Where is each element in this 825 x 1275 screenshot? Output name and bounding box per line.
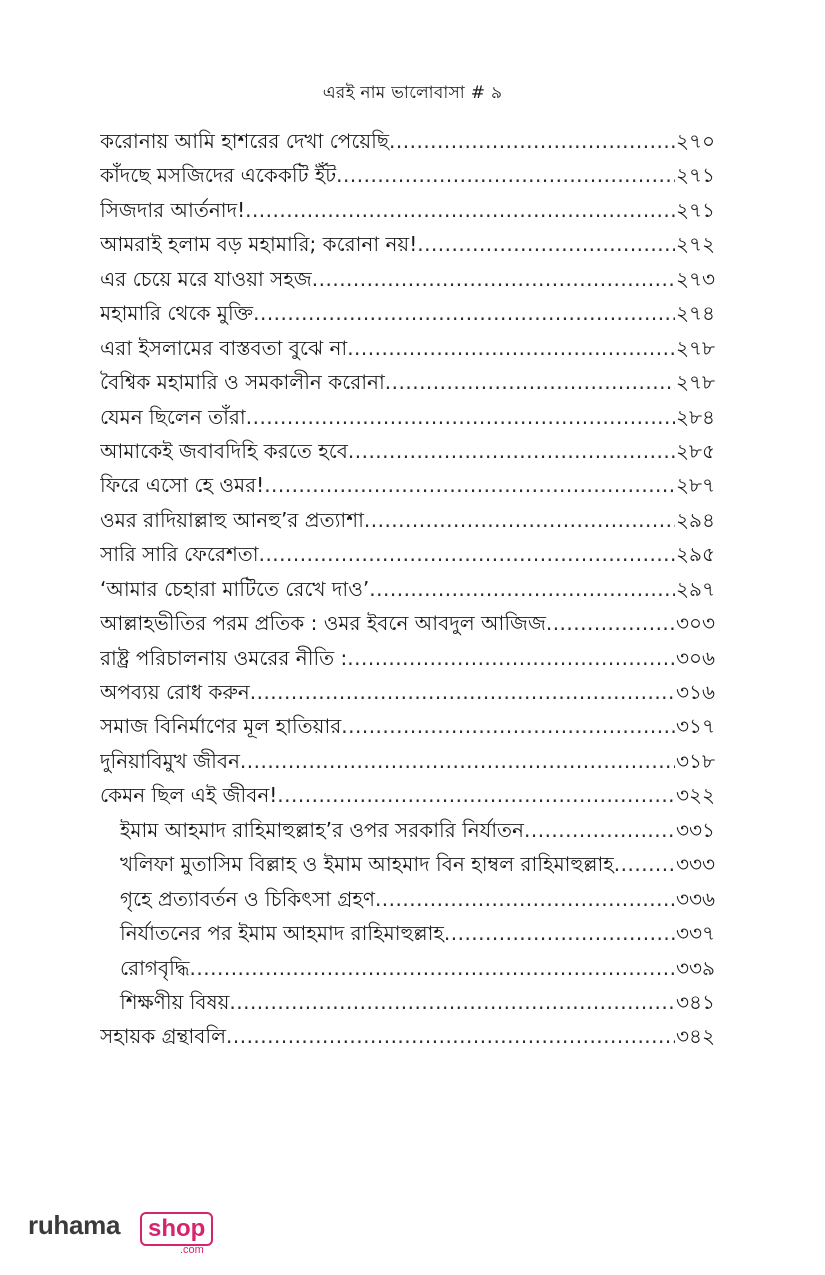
toc-entry: [100, 161, 715, 195]
dot-leader: [229, 990, 675, 1014]
toc-entry-title: খলিফা মুতাসিম বিল্লাহ ও ইমাম আহমাদ বিন হাম্বল রাহিমাহুল্লাহ: [120, 852, 614, 877]
toc-subentry: [100, 850, 715, 884]
toc-entry-page: ২৯৫: [676, 542, 715, 567]
dot-leader: [347, 336, 675, 360]
dot-leader: [348, 439, 675, 463]
toc-entry-title: অপব্যয় রোধ করুন: [100, 680, 250, 704]
toc-entry-title: গৃহে প্রত্যাবর্তন ও চিকিৎসা গ্রহণ: [120, 886, 375, 911]
toc-subentry: [100, 816, 715, 850]
toc-entry-page: ৩০৬: [675, 645, 715, 670]
toc-entry-page: ৩১৬: [676, 680, 715, 704]
toc-entry-title: করোনায় আমি হাশরের দেখা পেয়েছি: [100, 129, 390, 153]
toc-entry: [100, 712, 715, 746]
dot-leader: [250, 680, 675, 704]
toc-entry: [100, 506, 715, 540]
toc-entry: [100, 334, 715, 368]
dot-leader: [444, 921, 675, 945]
toc-entry: [100, 575, 715, 609]
toc-entry-page: ৩৩৩: [675, 852, 715, 877]
toc-entry: [100, 471, 715, 505]
toc-entry: [100, 540, 715, 574]
toc-entry-page: ২৯৭: [676, 576, 715, 601]
toc-entry: [100, 299, 715, 333]
toc-entry-page: ২৭০: [675, 129, 715, 153]
toc-entry: [100, 196, 715, 230]
dot-leader: [336, 163, 675, 187]
dot-leader: [277, 783, 675, 807]
toc-subentry: [100, 885, 715, 919]
dot-leader: [417, 232, 675, 256]
toc-entry: [100, 781, 715, 815]
toc-entry-title: রোগবৃদ্ধি: [120, 955, 190, 980]
toc-entry-page: ৩৩৬: [675, 886, 715, 911]
toc-entry-page: ২৭৮: [676, 370, 715, 395]
toc-entry-title: রাষ্ট্র পরিচালনায় ওমরের নীতি :: [100, 645, 348, 670]
dot-leader: [312, 267, 675, 291]
dot-leader: [240, 749, 675, 773]
toc-entry: [100, 609, 715, 643]
dot-leader: [341, 714, 675, 738]
toc-entry-page: ৩৩৭: [675, 921, 715, 946]
dot-leader: [389, 129, 675, 153]
toc-entry-page: ২৭৩: [675, 266, 715, 291]
dot-leader: [546, 611, 675, 635]
toc-entry-page: ২৮৪: [676, 404, 715, 429]
dot-leader: [259, 542, 675, 566]
toc-entry-title: কেমন ছিল এই জীবন!: [100, 783, 278, 808]
toc-entry-title: সারি সারি ফেরেশতা: [100, 542, 259, 567]
logo-domain-text: .com: [180, 1244, 204, 1256]
dot-leader: [246, 405, 675, 429]
toc-entry: [100, 127, 715, 161]
toc-entry-title: আমরাই হলাম বড় মহামারি; করোনা নয়!: [100, 232, 418, 257]
toc-entry-title: সমাজ বিনির্মাণের মূল হাতিয়ার: [100, 714, 342, 739]
dot-leader: [364, 508, 675, 532]
dot-leader: [264, 473, 675, 497]
toc-entry-page: ৩৩৯: [676, 955, 715, 980]
toc-entry-title: ওমর রাদিয়াল্লাহু আনহু’র প্রত্যাশা: [100, 507, 364, 532]
dot-leader: [226, 1024, 675, 1048]
toc-entry-title: ফিরে এসো হে ওমর!: [100, 473, 265, 498]
dot-leader: [347, 646, 675, 670]
toc-subentry: [100, 919, 715, 953]
toc-subentry: [100, 954, 715, 988]
running-header: এরই নাম ভালোবাসা # ৯: [322, 83, 503, 103]
toc-entry-page: ৩১৮: [676, 748, 715, 773]
toc-entry-title: যেমন ছিলেন তাঁরা: [100, 404, 246, 429]
toc-entry: [100, 1022, 715, 1056]
dot-leader: [524, 818, 675, 842]
ruhamashop-logo: [28, 1210, 228, 1260]
table-of-contents: [100, 127, 715, 1057]
toc-entry: [100, 403, 715, 437]
toc-entry-title: মহামারি থেকে মুক্তি: [100, 301, 254, 326]
toc-entry-title: ইমাম আহমাদ রাহিমাহুল্লাহ’র ওপর সরকারি নির্যাতন: [120, 817, 524, 842]
toc-entry-title: নির্যাতনের পর ইমাম আহমাদ রাহিমাহুল্লাহ: [120, 921, 444, 946]
toc-entry-title: সহায়ক গ্রন্থাবলি: [100, 1024, 226, 1049]
toc-entry-title: দুনিয়াবিমুখ জীবন: [100, 748, 240, 773]
logo-brand-text: ruhama: [28, 1210, 121, 1240]
toc-entry-title: শিক্ষণীয় বিষয়: [120, 989, 230, 1014]
toc-entry: [100, 678, 715, 712]
toc-entry-title: আমাকেই জবাবদিহি করতে হবে: [100, 438, 348, 463]
toc-entry-title: আল্লাহভীতির পরম প্রতিক : ওমর ইবনে আবদুল আজিজ: [100, 611, 546, 636]
dot-leader: [375, 887, 675, 911]
dot-leader: [385, 370, 675, 394]
toc-entry-title: সিজদার আর্তনাদ!: [100, 197, 246, 222]
dot-leader: [190, 956, 675, 980]
toc-entry-title: কাঁদছে মসজিদের একেকটি ইঁট: [100, 163, 337, 188]
logo-shop-text: shop: [148, 1215, 206, 1242]
toc-entry-title: বৈশ্বিক মহামারি ও সমকালীন করোনা: [100, 370, 385, 395]
toc-entry-page: ৩১৭: [676, 714, 715, 739]
logo-shop-badge: [140, 1212, 213, 1246]
toc-entry: [100, 368, 715, 402]
toc-entry-title: এরা ইসলামের বাস্তবতা বুঝে না: [100, 335, 348, 360]
toc-entry: [100, 644, 715, 678]
dot-leader: [245, 198, 675, 222]
dot-leader: [369, 577, 675, 601]
toc-entry: [100, 230, 715, 264]
toc-entry-page: ৩২২: [675, 783, 715, 808]
toc-entry-page: ৩০৩: [675, 611, 715, 636]
toc-entry-page: ২৭৪: [676, 301, 715, 326]
toc-entry-page: ২৭১: [676, 197, 715, 222]
toc-entry-title: ‘আমার চেহারা মাটিতে রেখে দাও’: [100, 576, 370, 601]
toc-entry: [100, 265, 715, 299]
toc-entry-page: ২৮৭: [676, 473, 715, 498]
toc-entry: [100, 747, 715, 781]
toc-entry-page: ২৭১: [676, 163, 715, 188]
toc-entry-page: ৩৪১: [676, 989, 715, 1014]
toc-entry-title: এর চেয়ে মরে যাওয়া সহজ: [100, 266, 312, 291]
toc-subentry: [100, 988, 715, 1022]
toc-entry-page: ৩৪২: [676, 1024, 715, 1049]
toc-entry-page: ৩৩১: [676, 817, 715, 842]
toc-entry-page: ২৮৫: [676, 438, 715, 463]
dot-leader: [253, 301, 675, 325]
toc-entry: [100, 437, 715, 471]
toc-entry-page: ২৭২: [675, 232, 715, 257]
toc-entry-page: ২৭৮: [676, 335, 715, 360]
dot-leader: [614, 852, 675, 876]
toc-entry-page: ২৯৪: [676, 507, 715, 532]
